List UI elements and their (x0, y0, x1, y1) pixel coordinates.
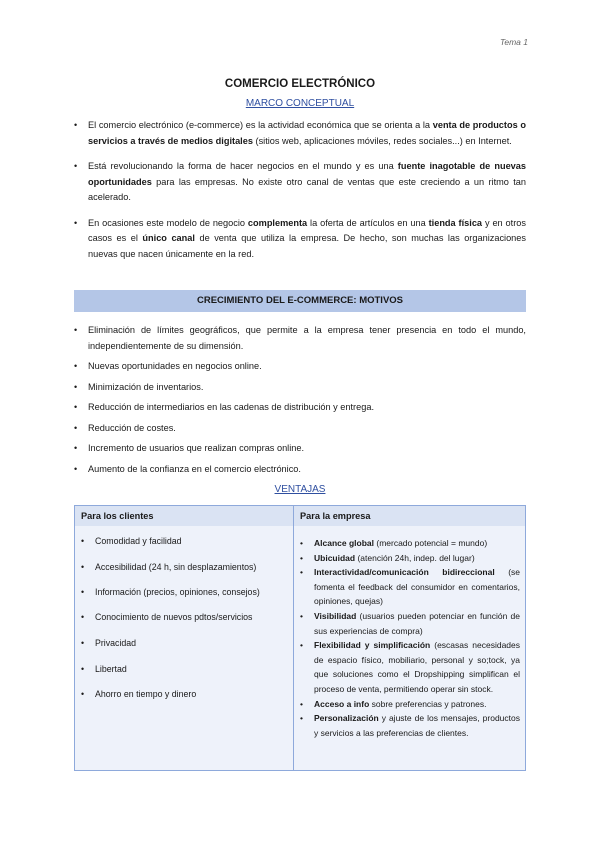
list-item: • Aumento de la confianza en el comercio electrónico. (74, 462, 526, 478)
ventajas-table (74, 505, 526, 771)
list-item: • Comodidad y facilidad (81, 536, 182, 546)
clientes-column (75, 526, 293, 770)
section-heading-crecimiento: CRECIMIENTO DEL E-COMMERCE: MOTIVOS (74, 290, 526, 312)
list-item: • Reducción de costes. (74, 421, 526, 437)
list-item: • Interactividad/comunicación bidireccional (se fomenta el feedback del consumidor en comentarios, opiniones, quejas) (300, 565, 520, 609)
list-item: • Minimización de inventarios. (74, 380, 526, 396)
document-title: COMERCIO ELECTRÓNICO (224, 78, 376, 90)
table-column-divider (293, 506, 294, 770)
empresa-bullet-list (300, 536, 520, 740)
table-header-empresa: Para la empresa (300, 511, 371, 521)
section-heading-ventajas: VENTAJAS (274, 484, 326, 495)
page-header-tag: Tema 1 (499, 37, 528, 47)
list-item: • Personalización y ajuste de los mensajes, productos y servicios a las preferencias de clientes. (300, 711, 520, 740)
list-item: • Nuevas oportunidades en negocios online. (74, 359, 526, 375)
list-item: • Reducción de intermediarios en las cadenas de distribución y entrega. (74, 400, 526, 416)
list-item: • Información (precios, opiniones, consejos) (81, 587, 260, 597)
motivos-bullet-list (74, 323, 526, 477)
list-item: • Alcance global (mercado potencial = mundo) (300, 536, 520, 551)
section-heading-marco: MARCO CONCEPTUAL (245, 98, 355, 109)
table-header-clientes: Para los clientes (81, 511, 154, 521)
list-item: • Visibilidad (usuarios pueden potenciar en función de sus experiencias de compra) (300, 609, 520, 638)
marco-bullet-list (74, 118, 526, 262)
list-item: • Conocimiento de nuevos pdtos/servicios (81, 612, 252, 622)
list-item: • Incremento de usuarios que realizan compras online. (74, 441, 526, 457)
list-item: • Acceso a info sobre preferencias y patrones. (300, 697, 520, 712)
list-item: • Ubicuidad (atención 24h, indep. del lugar) (300, 551, 520, 566)
list-item: • Está revolucionando la forma de hacer negocios en el mundo y es una fuente inagotable de nuevas oportunidades para las empresas. No existe otro canal de ventas que este creciendo a un ritmo tan acelerado. (74, 159, 526, 206)
list-item: • Libertad (81, 664, 127, 674)
list-item: • Privacidad (81, 638, 136, 648)
list-item: • Eliminación de límites geográficos, que permite a la empresa tener presencia en todo el mundo, independientemente de su dimensión. (74, 323, 526, 354)
list-item: • Accesibilidad (24 h, sin desplazamientos) (81, 562, 256, 572)
empresa-column (294, 526, 525, 770)
list-item: • El comercio electrónico (e-commerce) es la actividad económica que se orienta a la venta de productos o servicios a través de medios digitales (sitios web, aplicaciones móviles, redes sociales...) en Internet. (74, 118, 526, 149)
list-item: • En ocasiones este modelo de negocio complementa la oferta de artículos en una tienda física y en otros casos es el único canal de venta que utiliza la empresa. De hecho, son muchas las organizaciones nuevas que nacen únicamente en la red. (74, 216, 526, 263)
list-item: • Ahorro en tiempo y dinero (81, 689, 196, 699)
list-item: • Flexibilidad y simplificación (escasas necesidades de espacio físico, mobiliario, personal y so;tock, ya que soluciones como el Dropshipping simplifican el proceso de venta, permitiendo operar sin stock. (300, 638, 520, 696)
